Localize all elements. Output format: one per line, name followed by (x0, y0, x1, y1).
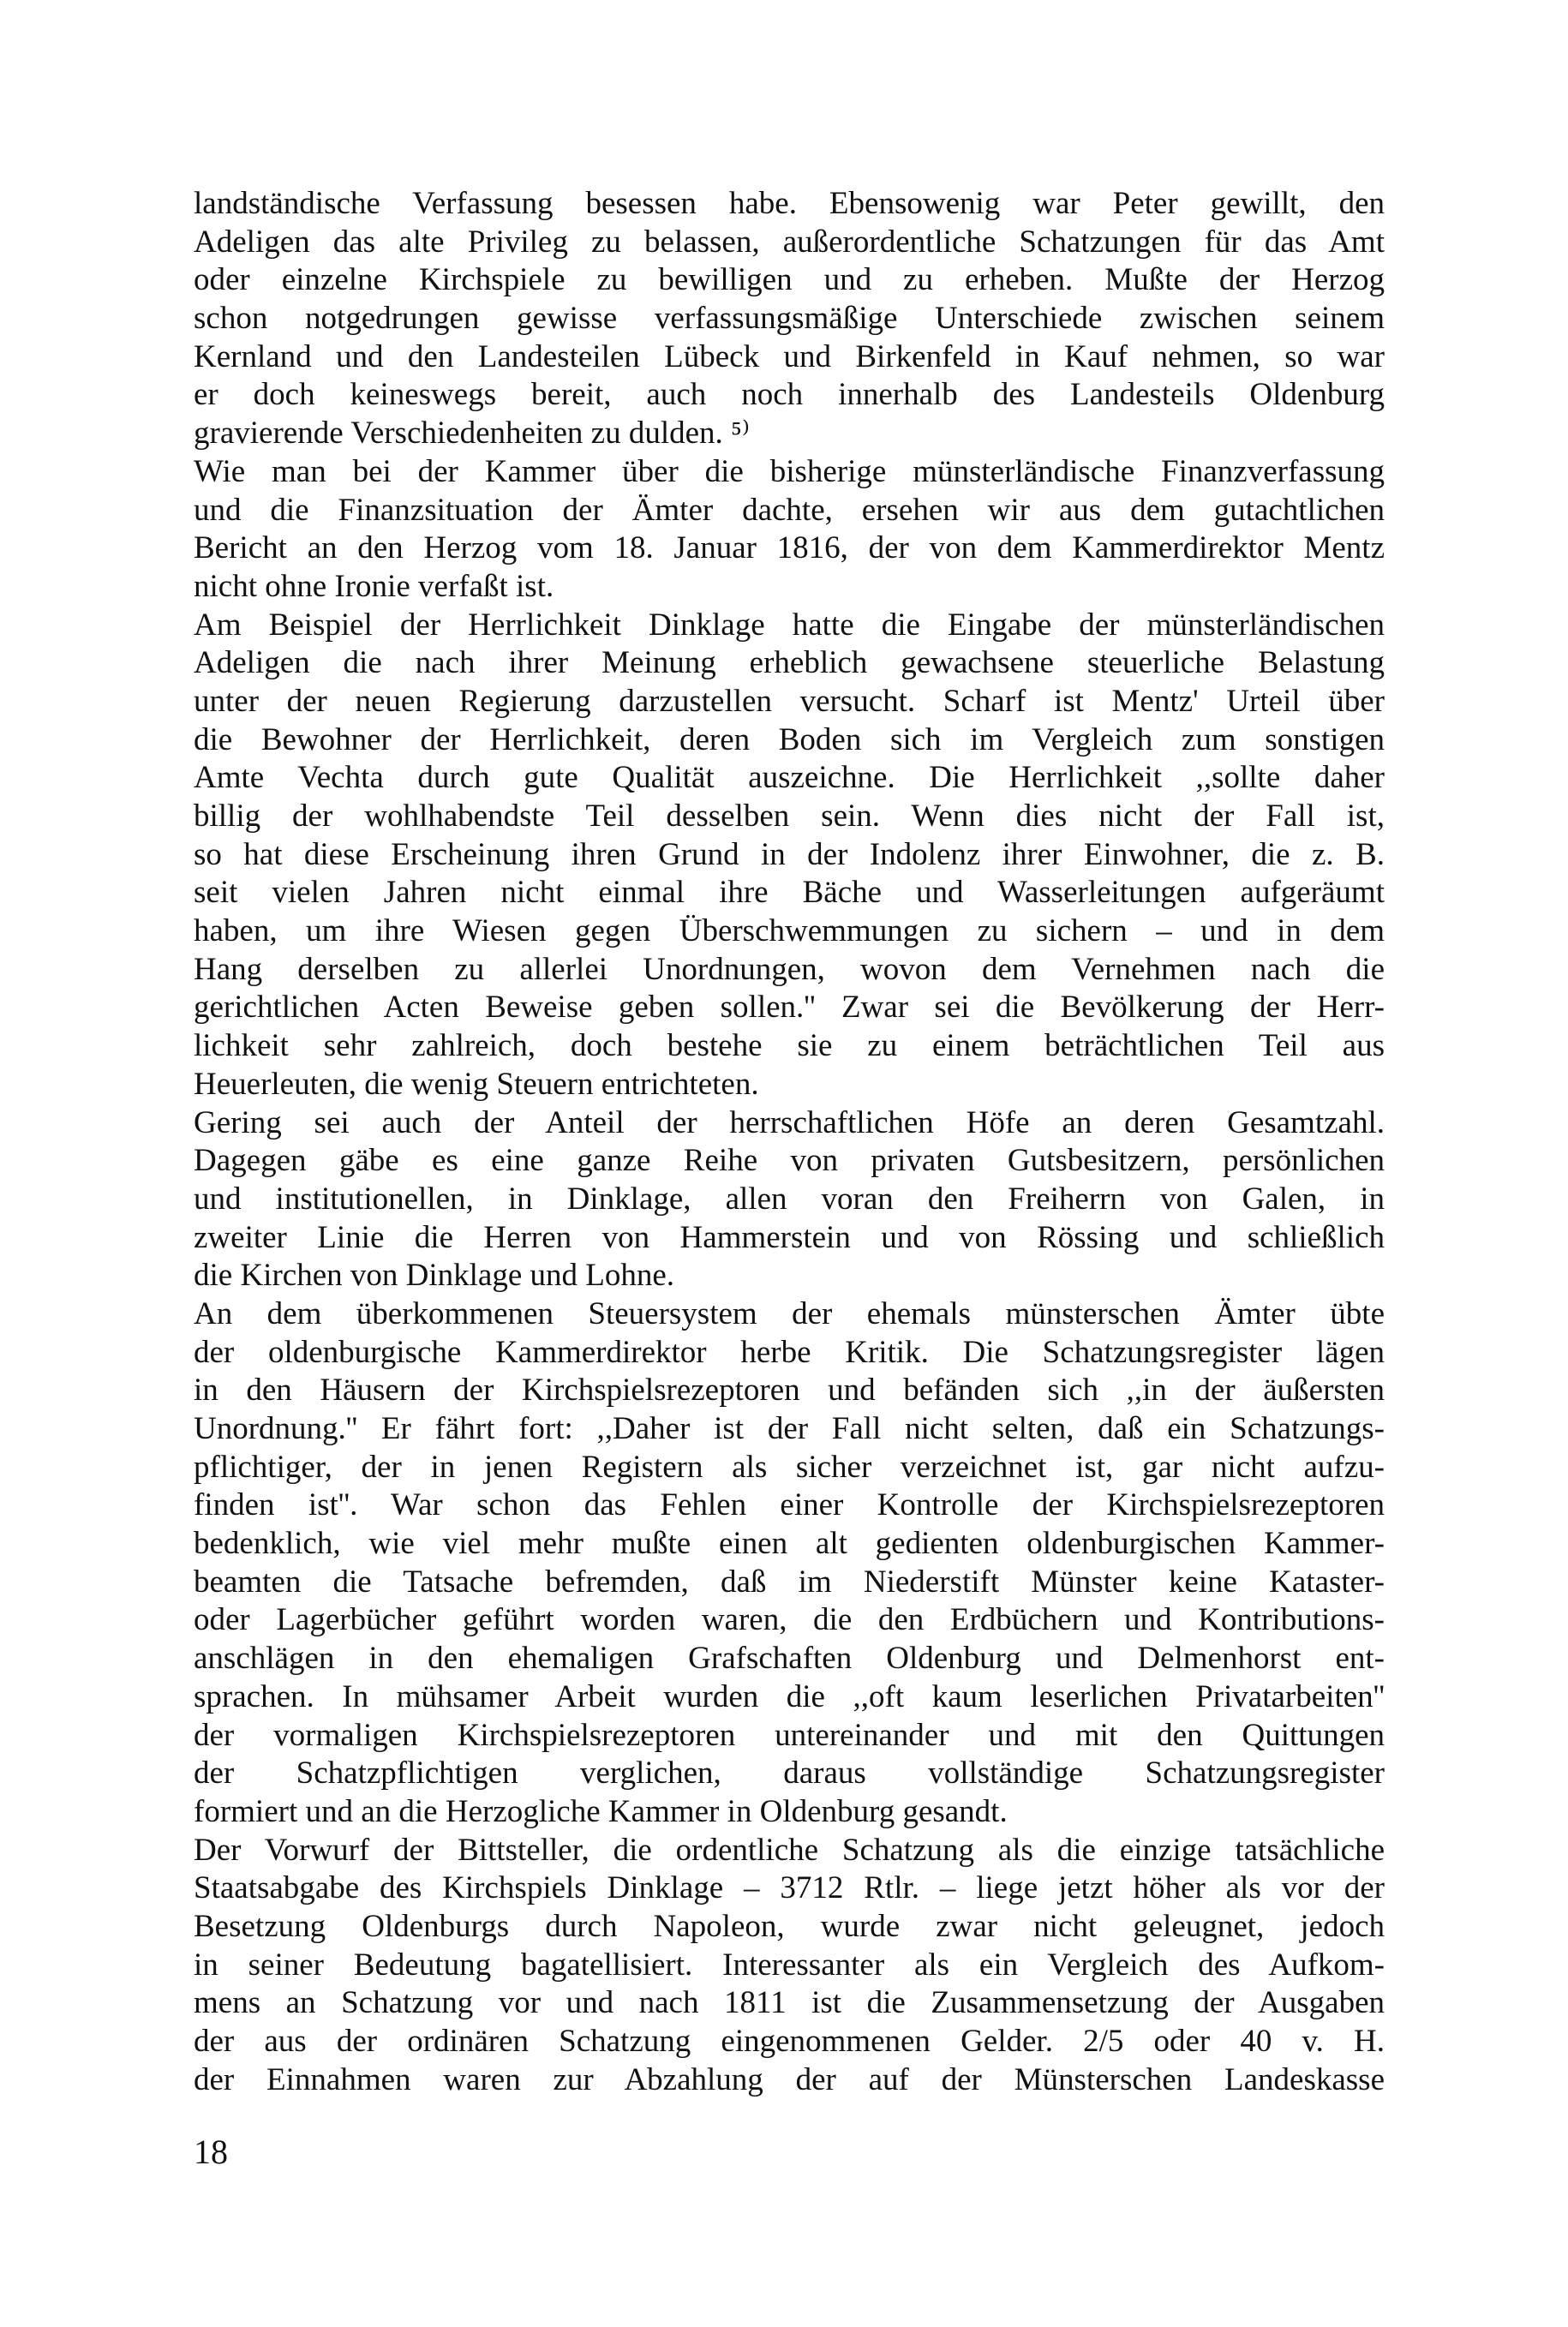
text-line: so hat diese Erscheinung ihren Grund in der Indolenz ihrer Einwohner, die z. B. (194, 836, 1385, 872)
text-line: gravierende Verschiedenheiten zu dulden. ⁵⁾ (194, 416, 751, 452)
text-line: beamten die Tatsache befremden, daß im Niederstift Münster keine Kataster- (194, 1564, 1385, 1600)
text-line: in seiner Bedeutung bagatellisiert. Interessanter als ein Vergleich des Aufkom- (194, 1947, 1385, 1983)
text-line: Dagegen gäbe es eine ganze Reihe von privaten Gutsbesitzern, persönlichen (194, 1143, 1385, 1179)
text-line: der Schatzpflichtigen verglichen, daraus vollständige Schatzungsregister (194, 1756, 1385, 1792)
paragraph (194, 453, 1385, 607)
text-line: mens an Schatzung vor und nach 1811 ist die Zusammensetzung der Ausgaben (194, 1985, 1385, 2021)
text-line: Kernland und den Landesteilen Lübeck und Birkenfeld in Kauf nehmen, so war (194, 338, 1385, 374)
text-line: lichkeit sehr zahlreich, doch bestehe sie zu einem beträchtlichen Teil aus (194, 1028, 1385, 1064)
text-line: Adeligen die nach ihrer Meinung erheblich gewachsene steuerliche Belastung (194, 645, 1385, 681)
text-line: formiert und an die Herzogliche Kammer in Oldenburg gesandt. (194, 1793, 1008, 1829)
page-number: 18 (194, 2133, 228, 2171)
text-line: der oldenburgische Kammerdirektor herbe Kritik. Die Schatzungsregister lägen (194, 1334, 1385, 1370)
paragraph (194, 1104, 1385, 1295)
text-line: bedenklich, wie viel mehr mußte einen alt gedienten oldenburgischen Kammer- (194, 1526, 1385, 1562)
text-line: gerichtlichen Acten Beweise geben sollen.'' Zwar sei die Bevölkerung der Herr- (194, 990, 1385, 1026)
text-line: zweiter Linie die Herren von Hammerstein und von Rössing und schließlich (194, 1219, 1385, 1255)
text-line: er doch keineswegs bereit, auch noch innerhalb des Landesteils Oldenburg (194, 377, 1385, 413)
text-line: unter der neuen Regierung darzustellen versucht. Scharf ist Mentz' Urteil über (194, 683, 1385, 719)
text-line: billig der wohlhabendste Teil desselben sein. Wenn dies nicht der Fall ist, (194, 799, 1385, 834)
text-line: Bericht an den Herzog vom 18. Januar 1816, der von dem Kammerdirektor Mentz (194, 530, 1385, 566)
text-line: oder Lagerbücher geführt worden waren, die den Erdbüchern und Kontributions- (194, 1602, 1385, 1638)
text-line: der Einnahmen waren zur Abzahlung der auf der Münsterschen Landeskasse (194, 2061, 1385, 2097)
text-line: anschlägen in den ehemaligen Grafschaften Oldenburg und Delmenhorst ent- (194, 1641, 1385, 1677)
paragraph (194, 607, 1385, 1104)
text-line: pflichtiger, der in jenen Registern als sicher verzeichnet ist, gar nicht aufzu- (194, 1449, 1385, 1485)
page-body (194, 185, 1385, 2099)
text-line: der vormaligen Kirchspielsrezeptoren untereinander und mit den Quittungen (194, 1717, 1385, 1753)
text-line: seit vielen Jahren nicht einmal ihre Bäche und Wasserleitungen aufgeräumt (194, 875, 1385, 911)
text-line: Der Vorwurf der Bittsteller, die ordentliche Schatzung als die einzige tatsächliche (194, 1832, 1385, 1868)
text-line: Heuerleuten, die wenig Steuern entrichteten. (194, 1066, 759, 1102)
text-line: Hang derselben zu allerlei Unordnungen, wovon dem Vernehmen nach die (194, 951, 1385, 987)
text-line: Amte Vechta durch gute Qualität auszeichne. Die Herrlichkeit ,,sollte daher (194, 760, 1385, 796)
text-line: Gering sei auch der Anteil der herrschaftlichen Höfe an deren Gesamtzahl. (194, 1104, 1385, 1140)
paragraph (194, 1832, 1385, 2100)
text-line: Adeligen das alte Privileg zu belassen, außerordentliche Schatzungen für das Amt (194, 224, 1385, 260)
text-line: Staatsabgabe des Kirchspiels Dinklage – 3712 Rtlr. – liege jetzt höher als vor der (194, 1870, 1385, 1906)
text-line: finden ist''. War schon das Fehlen einer Kontrolle der Kirchspielsrezeptoren (194, 1487, 1385, 1523)
text-line: Unordnung.'' Er fährt fort: ,,Daher ist der Fall nicht selten, daß ein Schatzungs- (194, 1411, 1385, 1446)
text-line: Am Beispiel der Herrlichkeit Dinklage hatte die Eingabe der münsterländischen (194, 607, 1385, 643)
text-line: der aus der ordinären Schatzung eingenommenen Gelder. 2/5 oder 40 v. H. (194, 2024, 1385, 2059)
text-line: und institutionellen, in Dinklage, allen voran den Freiherrn von Galen, in (194, 1181, 1385, 1217)
text-line: An dem überkommenen Steuersystem der ehemals münsterschen Ämter übte (194, 1295, 1385, 1331)
text-line: landständische Verfassung besessen habe. Ebensowenig war Peter gewillt, den (194, 186, 1385, 221)
text-line: und die Finanzsituation der Ämter dachte, ersehen wir aus dem gutachtlichen (194, 492, 1385, 528)
text-line: nicht ohne Ironie verfaßt ist. (194, 568, 554, 604)
text-line: oder einzelne Kirchspiele zu bewilligen und zu erheben. Mußte der Herzog (194, 262, 1385, 298)
paragraph (194, 185, 1385, 453)
text-line: Besetzung Oldenburgs durch Napoleon, wurde zwar nicht geleugnet, jedoch (194, 1908, 1385, 1944)
text-line: die Kirchen von Dinklage und Lohne. (194, 1258, 675, 1294)
paragraph (194, 1295, 1385, 1832)
text-line: sprachen. In mühsamer Arbeit wurden die ,,oft kaum leserlichen Privatarbeiten'' (194, 1678, 1385, 1714)
text-line: schon notgedrungen gewisse verfassungsmäßige Unterschiede zwischen seinem (194, 301, 1385, 337)
text-line: haben, um ihre Wiesen gegen Überschwemmungen zu sichern – und in dem (194, 913, 1385, 949)
text-line: in den Häusern der Kirchspielsrezeptoren und befänden sich ,,in der äußersten (194, 1373, 1385, 1409)
text-line: Wie man bei der Kammer über die bisherige münsterländische Finanzverfassung (194, 453, 1385, 489)
text-line: die Bewohner der Herrlichkeit, deren Boden sich im Vergleich zum sonstigen (194, 721, 1385, 757)
